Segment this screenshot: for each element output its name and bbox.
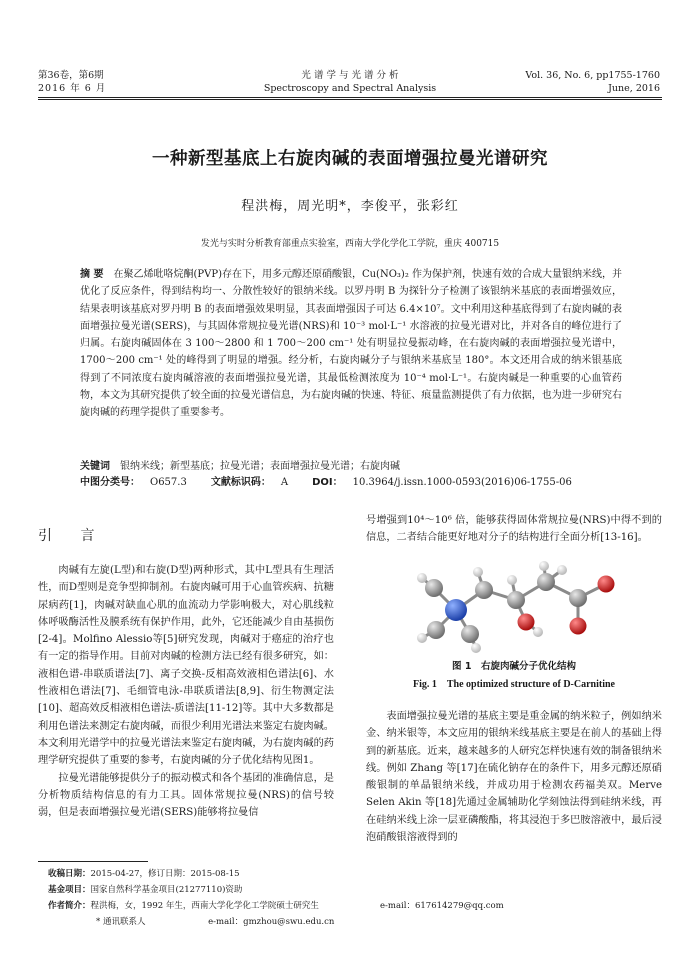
atom-nitrogen	[445, 599, 467, 621]
atom-hydrogen	[473, 567, 483, 577]
volume-en: Vol. 36, No. 6, pp1755-1760	[525, 70, 660, 81]
body-column-left	[38, 562, 334, 821]
atom-carbon	[569, 589, 587, 607]
clc-label: 中图分类号：	[80, 477, 140, 488]
fund-text: 国家自然科学基金项目(21277110)资助	[90, 885, 243, 895]
journal-name-zh: 光 谱 学 与 光 谱 分 析	[301, 70, 399, 81]
figure-caption-en: Fig. 1 The optimized structure of D-Carnitine	[412, 679, 615, 690]
footnote-corresponding	[96, 916, 334, 929]
atom-oxygen	[598, 576, 615, 593]
footnote-rule	[38, 861, 148, 862]
molecule-structure-image	[366, 560, 662, 656]
classification	[80, 475, 572, 491]
footnote-author	[48, 900, 504, 913]
figure-caption-zh: 图 1 右旋肉碱分子优化结构	[452, 661, 576, 672]
body-column-right-top	[366, 512, 662, 547]
paragraph: 号增强到10⁴～10⁶ 倍，能够获得固体常规拉曼(NRS)中得不到的信息，二者结合能更好地对分子的结构进行全面分析[13-16]。	[366, 515, 662, 544]
footnote-fund	[48, 884, 242, 897]
atom-hydrogen	[539, 561, 549, 571]
doc-code-value: A	[280, 477, 289, 488]
running-header-right	[525, 70, 660, 95]
atom-carbon	[425, 579, 443, 597]
author-email[interactable]: e-mail：617614279@qq.com	[380, 901, 504, 911]
doi-label: DOI：	[312, 477, 343, 488]
section-heading-introduction: 引 言	[38, 528, 107, 544]
atom-hydrogen	[471, 643, 481, 653]
atom-hydrogen	[417, 573, 427, 583]
affiliation: 发光与实时分析教育部重点实验室，西南大学化学化工学院，重庆 400715	[200, 239, 500, 249]
date-en: June, 2016	[608, 82, 660, 94]
atom-hydrogen	[507, 575, 517, 585]
doc-code-label: 文献标识码：	[210, 477, 271, 488]
corresponding-email[interactable]: e-mail：gmzhou@swu.edu.cn	[208, 917, 335, 927]
atom-carbon	[507, 591, 525, 609]
keywords-label: 关键词	[80, 461, 110, 472]
received-label: 收稿日期：	[48, 869, 91, 879]
paragraph: 肉碱有左旋(L型)和右旋(D型)两种形式，其中L型具有生理活性，而D型则是竞争型抑制剂。右旋肉碱可用于心血管疾病、抗糖尿病药[1]，肉碱对缺血心肌的血流动力学影响极大，对心肌线粒体呼吸酶活性及膜系统有保护作用，此外，它还能减少自由基损伤[2-4]。Molfino Alessio等[5]研究发现，肉碱对于癌症的治疗也有一定的指导作用。目前对肉碱的检测方法已经有很多研究，如：液相色谱-串联质谱法[7]、离子交换-反相高效液相色谱法[6]、水性液相色谱法[7]、毛细管电泳-串联质谱法[8,9]、衍生物测定法[10]、超高效反相液相色谱法-质谱法[11-12]等。其中大多数都是利用色谱法来测定右旋肉碱，而很少利用光谱法来鉴定右旋肉碱。本文利用光谱学中的拉曼光谱法来鉴定右旋肉碱，为右旋肉碱的药理学研究提供了重要的参考，右旋肉碱的分子优化结构见图1。	[38, 565, 334, 767]
doi-value: 10.3964/j.issn.1000-0593(2016)06-1755-06	[352, 477, 572, 488]
volume-zh: 第36卷，第6期	[38, 70, 104, 81]
atom-carbon	[427, 621, 445, 639]
figure-1-molecule	[366, 560, 662, 656]
atom-carbon	[461, 625, 479, 643]
atom-oxygen	[518, 614, 535, 631]
fund-label: 基金项目：	[48, 885, 91, 895]
atom-oxygen	[570, 618, 587, 635]
clc-value: O657.3	[150, 477, 187, 488]
paragraph: 拉曼光谱能够提供分子的振动模式和各个基团的准确信息，是分析物质结构信息的有力工具。固体常规拉曼(NRS)的信号较弱，但是表面增强拉曼光谱(SERS)能够将拉曼信	[38, 772, 334, 819]
keywords	[80, 459, 400, 475]
header-rule	[38, 97, 662, 98]
atom-hydrogen	[557, 565, 567, 575]
atom-carbon	[537, 573, 555, 591]
atom-hydrogen	[533, 627, 543, 637]
abstract-text: 在聚乙烯吡咯烷酮(PVP)存在下，用多元醇还原硝酸银，Cu(NO₃)₂ 作为保护剂，快速有效的合成大量银纳米线，并优化了反应条件，得到结构均一、分散性较好的银纳米线。以罗丹明 B 为探针分子检测了该银纳米基底的表面增强效应，结果表明该基底对罗丹明 B 的表面增强效果明显，其表面增强因子可达 6.4×10⁷。文中利用这种基底得到了右旋肉碱的表面增强拉曼光谱(SERS)，与其固体常规拉曼光谱(NRS)和 10⁻³ mol·L⁻¹ 水溶液的拉曼光谱对比，并对各自的峰位进行了归属。右旋肉碱固体在 3 100～2800 和 1 700～200 cm⁻¹ 处有明显拉曼振动峰，在右旋肉碱的表面增强拉曼光谱中，1700～200 cm⁻¹ 处的峰得到了明显的增强。经分析，右旋肉碱分子与银纳米基底呈 180°。本文还用合成的纳米银基底得到了不同浓度右旋肉碱溶液的表面增强拉曼光谱，其最低检测浓度为 10⁻⁴ mol·L⁻¹。右旋肉碱是一种重要的心血管药物，本文为其研究提供了较全面的拉曼光谱信息，为右旋肉碱的快速、特征、痕量监测提供了有力依据，也为进一步研究右旋肉碱的药理学提供了重要参考。	[80, 269, 623, 419]
author-bio-label: 作者简介：	[48, 901, 91, 911]
journal-name-en: Spectroscopy and Spectral Analysis	[263, 82, 437, 94]
body-column-right-bottom	[366, 708, 662, 846]
date-zh: 2016 年 6 月	[38, 82, 107, 94]
article-title: 一种新型基底上右旋肉碱的表面增强拉曼光谱研究	[152, 149, 548, 169]
abstract	[80, 266, 622, 422]
abstract-label: 摘 要	[80, 269, 104, 280]
author-bio-text: 程洪梅，女，1992 年生，西南大学化学化工学院硕士研究生	[90, 901, 319, 911]
corresponding-author-note: * 通讯联系人	[96, 917, 146, 927]
footnote-received	[48, 868, 240, 881]
received-text: 2015-04-27，修订日期：2015-08-15	[90, 869, 240, 879]
paragraph: 表面增强拉曼光谱的基底主要是重金属的纳米粒子，例如纳米金、纳米银等，本文应用的银纳米线基底主要是在前人的基础上得到的新基底。近来，越来越多的人研究怎样快速有效的制备银纳米线。例如 Zhang 等[17]在硫化钠存在的条件下，用多元醇还原硝酸银制的单晶银纳米线，并成功用于检测农药福美双。Merve Selen Akin 等[18]先通过金属辅助化学刻蚀法得到硅纳米线，再在硅纳米线上涂一层亚磷酸酯，将其浸泡于多巴胺溶液中，最后浸泡硝酸银溶液得到的	[366, 711, 662, 844]
header-rule-thin	[38, 99, 662, 100]
author-list: 程洪梅，周光明*，李俊平，张彩红	[241, 199, 459, 214]
keywords-text: 银纳米线；新型基底；拉曼光谱；表面增强拉曼光谱；右旋肉碱	[120, 461, 400, 472]
atom-carbon	[475, 581, 493, 599]
atom-hydrogen	[417, 633, 427, 643]
